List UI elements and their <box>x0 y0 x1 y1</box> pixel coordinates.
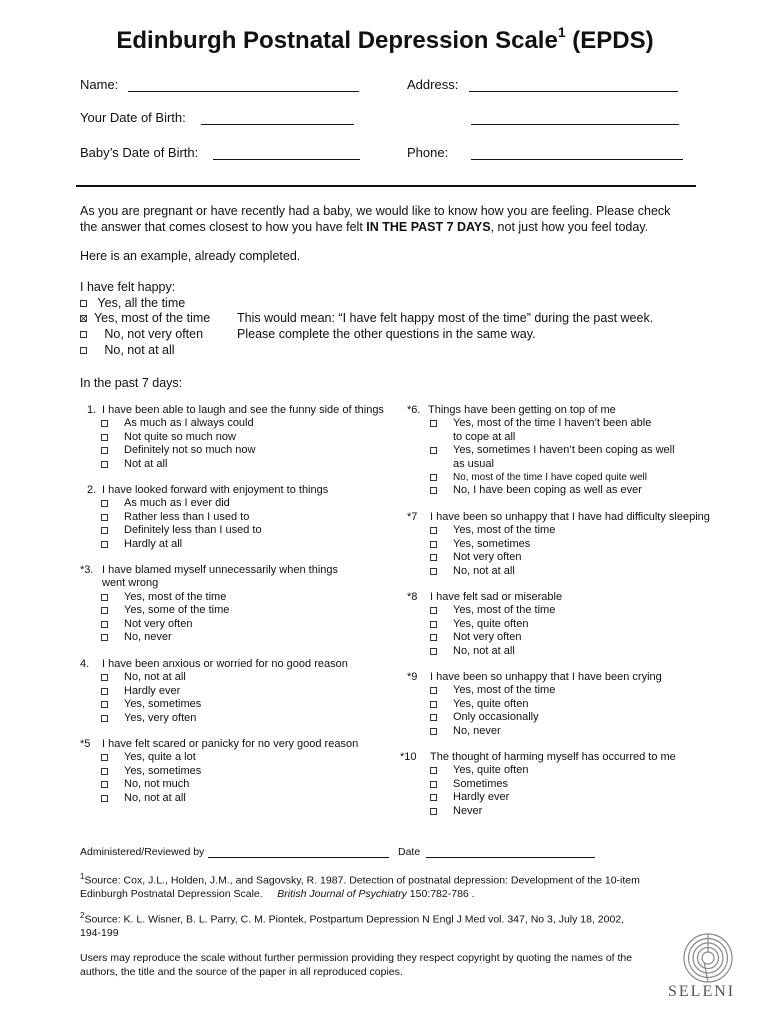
answer-option: Yes, most of the time <box>453 524 556 537</box>
address-field-2[interactable] <box>471 124 679 125</box>
checkbox[interactable] <box>101 500 108 507</box>
answer-option: No, not at all <box>124 791 186 804</box>
source-1: $^1$Source: Cox, J.L., Holden, J.M., and Sagovsky, R. 1987. Detection of postnatal depression: Development of the 10-item Edinburgh Postnatal Depression Scale. British Journal of Psychiatry 150:782-786 . <box>80 872 640 900</box>
checkbox[interactable] <box>430 447 437 454</box>
checkbox[interactable] <box>101 768 108 775</box>
checkbox[interactable] <box>430 474 437 481</box>
checkbox[interactable] <box>430 648 437 655</box>
checkbox[interactable] <box>430 794 437 801</box>
date-field[interactable] <box>426 857 595 858</box>
administered-label: Administered/Reviewed by <box>80 846 205 858</box>
administered-field[interactable] <box>208 857 389 858</box>
answer-option: Yes, most of the time <box>453 684 556 697</box>
question-number: *6. <box>407 404 421 416</box>
question-number: *10 <box>400 751 417 763</box>
checkbox[interactable] <box>101 607 108 614</box>
question-number: *5 <box>80 738 91 750</box>
answer-option: Yes, sometimes I haven’t been coping as well <box>453 444 675 457</box>
checked-checkbox[interactable] <box>80 315 87 322</box>
dob-label: Your Date of Birth: <box>80 110 186 125</box>
date-label: Date <box>398 846 421 858</box>
question-number: 4. <box>80 658 90 670</box>
question-number: 1. <box>87 404 97 416</box>
answer-option: No, not at all <box>453 564 515 577</box>
checkbox[interactable] <box>80 300 87 307</box>
question-text: I have felt sad or miserable <box>430 591 563 603</box>
checkbox[interactable] <box>101 688 108 695</box>
example-option: Yes, all the time <box>80 295 185 311</box>
answer-option: As much as I always could <box>124 417 254 430</box>
checkbox[interactable] <box>101 701 108 708</box>
question-text: I have blamed myself unnecessarily when things <box>102 564 339 576</box>
answer-option: Yes, quite often <box>453 697 529 710</box>
checkbox[interactable] <box>430 728 437 735</box>
checkbox[interactable] <box>101 715 108 722</box>
checkbox[interactable] <box>430 634 437 641</box>
answer-option: Yes, most of the time I haven’t been able <box>453 417 652 430</box>
answer-option: Hardly ever <box>453 791 510 804</box>
answer-option: No, I have been coping as well as ever <box>453 484 642 497</box>
question-number: *9 <box>407 671 418 683</box>
answer-option: No, not at all <box>453 644 515 657</box>
checkbox[interactable] <box>430 568 437 575</box>
answer-option: Not at all <box>124 457 168 470</box>
answer-option: Yes, most of the time <box>453 604 556 617</box>
checkbox[interactable] <box>101 754 108 761</box>
question-text: I have been able to laugh and see the funny side of things <box>102 404 384 416</box>
checkbox[interactable] <box>430 487 437 494</box>
checkbox[interactable] <box>101 634 108 641</box>
checkbox[interactable] <box>101 447 108 454</box>
checkbox[interactable] <box>430 420 437 427</box>
answer-option: Not very often <box>453 551 522 564</box>
question-text: I have looked forward with enjoyment to things <box>102 484 329 496</box>
answer-option: Definitely less than I used to <box>124 524 262 537</box>
answer-option: No, not much <box>124 778 190 791</box>
question-number: *7 <box>407 511 418 523</box>
answer-option: as usual <box>453 457 494 470</box>
checkbox[interactable] <box>430 701 437 708</box>
name-label: Name: <box>80 77 119 92</box>
answer-option: Yes, very often <box>124 711 197 724</box>
copyright-note: Users may reproduce the scale without further permission providing they respect copyright by quoting the names of the authors, the title and the source of the paper in all reproduced copies. <box>80 952 633 978</box>
example-option: No, not very often <box>80 326 203 342</box>
checkbox[interactable] <box>80 347 87 354</box>
answer-option: No, never <box>124 631 172 643</box>
brand-name: SELENI <box>668 983 736 1000</box>
checkbox[interactable] <box>101 795 108 802</box>
checkbox[interactable] <box>101 461 108 468</box>
answer-option: Yes, sometimes <box>124 764 202 777</box>
page-title: Edinburgh Postnatal Depression Scale$^1$ (EPDS) <box>116 24 654 54</box>
baby-dob-field[interactable] <box>213 159 360 160</box>
address-field[interactable] <box>469 91 678 92</box>
checkbox[interactable] <box>101 621 108 628</box>
answer-option: Yes, quite often <box>453 617 529 630</box>
baby-dob-label: Baby’s Date of Birth: <box>80 145 199 160</box>
source-2: $^2$Source: K. L. Wisner, B. L. Parry, C. M. Piontek, Postpartum Depression N Engl J Med vol. 347, No 3, July 18, 2002, 194-199 <box>80 911 625 939</box>
answer-option: Not quite so much now <box>124 430 236 443</box>
answer-option: Never <box>453 804 483 817</box>
answer-option: Rather less than I used to <box>124 510 250 523</box>
divider <box>76 185 696 187</box>
checkbox[interactable] <box>101 781 108 788</box>
checkbox[interactable] <box>430 527 437 534</box>
checkbox[interactable] <box>430 808 437 815</box>
answer-option: No, most of the time I have coped quite well <box>453 472 647 483</box>
checkbox[interactable] <box>101 674 108 681</box>
answer-option: Not very often <box>124 617 193 630</box>
checkbox[interactable] <box>430 714 437 721</box>
question-text: I have been anxious or worried for no good reason <box>102 658 348 670</box>
question-text: I have been so unhappy that I have had difficulty sleeping <box>430 511 710 523</box>
checkbox[interactable] <box>101 434 108 441</box>
checkbox[interactable] <box>430 607 437 614</box>
answer-option: Yes, sometimes <box>124 698 202 711</box>
checkbox[interactable] <box>80 331 87 338</box>
answer-option: Yes, some of the time <box>124 604 230 617</box>
answer-option: Yes, most of the time <box>124 590 227 603</box>
checkbox[interactable] <box>101 541 108 548</box>
checkbox[interactable] <box>430 687 437 694</box>
checkbox[interactable] <box>101 514 108 521</box>
answer-option: Hardly ever <box>124 684 181 697</box>
name-field[interactable] <box>128 91 359 92</box>
question-text: Things have been getting on top of me <box>428 404 616 416</box>
question-text: I have felt scared or panicky for no very good reason <box>102 738 359 750</box>
question-number: 2. <box>87 484 97 496</box>
answer-option: Hardly at all <box>124 537 183 550</box>
example-intro: Here is an example, already completed. <box>80 249 301 263</box>
question-number: *3. <box>80 564 94 576</box>
example-option: No, not at all <box>80 342 175 358</box>
question-text: went wrong <box>102 577 159 590</box>
example-option: Yes, most of the time <box>80 310 210 326</box>
example-note: Please complete the other questions in the same way. <box>237 327 536 341</box>
answer-option: to cope at all <box>453 430 516 443</box>
answer-option: As much as I ever did <box>124 497 230 510</box>
answer-option: Not very often <box>453 631 522 644</box>
checkbox[interactable] <box>101 527 108 534</box>
answer-option: Yes, quite often <box>453 764 529 777</box>
checkbox[interactable] <box>430 781 437 788</box>
answer-option: No, not at all <box>124 671 186 684</box>
question-text: I have been so unhappy that I have been crying <box>430 671 662 683</box>
phone-field[interactable] <box>471 159 683 160</box>
checkbox[interactable] <box>430 541 437 548</box>
question-number: *8 <box>407 591 418 603</box>
address-label: Address: <box>407 77 459 92</box>
phone-label: Phone: <box>407 145 449 160</box>
answer-option: No, never <box>453 724 501 737</box>
checkbox[interactable] <box>430 767 437 774</box>
answer-option: Sometimes <box>453 777 509 790</box>
example-note: This would mean: “I have felt happy most of the time” during the past week. <box>237 311 654 325</box>
past-7-days-label: In the past 7 days: <box>80 376 183 390</box>
answer-option: Yes, quite a lot <box>124 751 196 764</box>
example-question: I have felt happy: <box>80 280 176 294</box>
checkbox[interactable] <box>430 621 437 628</box>
x-mark-icon <box>81 316 86 321</box>
intro-paragraph: As you are pregnant or have recently had a baby, we would like to know how you are feeling. Please check the answer that comes closest to how you have felt IN THE PAST 7 DAYS, not just how you feel today. <box>80 204 671 234</box>
question-text: The thought of harming myself has occurred to me <box>430 751 676 763</box>
checkbox[interactable] <box>101 420 108 427</box>
answer-option: Definitely not so much now <box>124 444 256 457</box>
dob-field[interactable] <box>201 124 354 125</box>
answer-option: Yes, sometimes <box>453 537 531 550</box>
checkbox[interactable] <box>101 594 108 601</box>
answer-option: Only occasionally <box>453 711 539 724</box>
checkbox[interactable] <box>430 554 437 561</box>
